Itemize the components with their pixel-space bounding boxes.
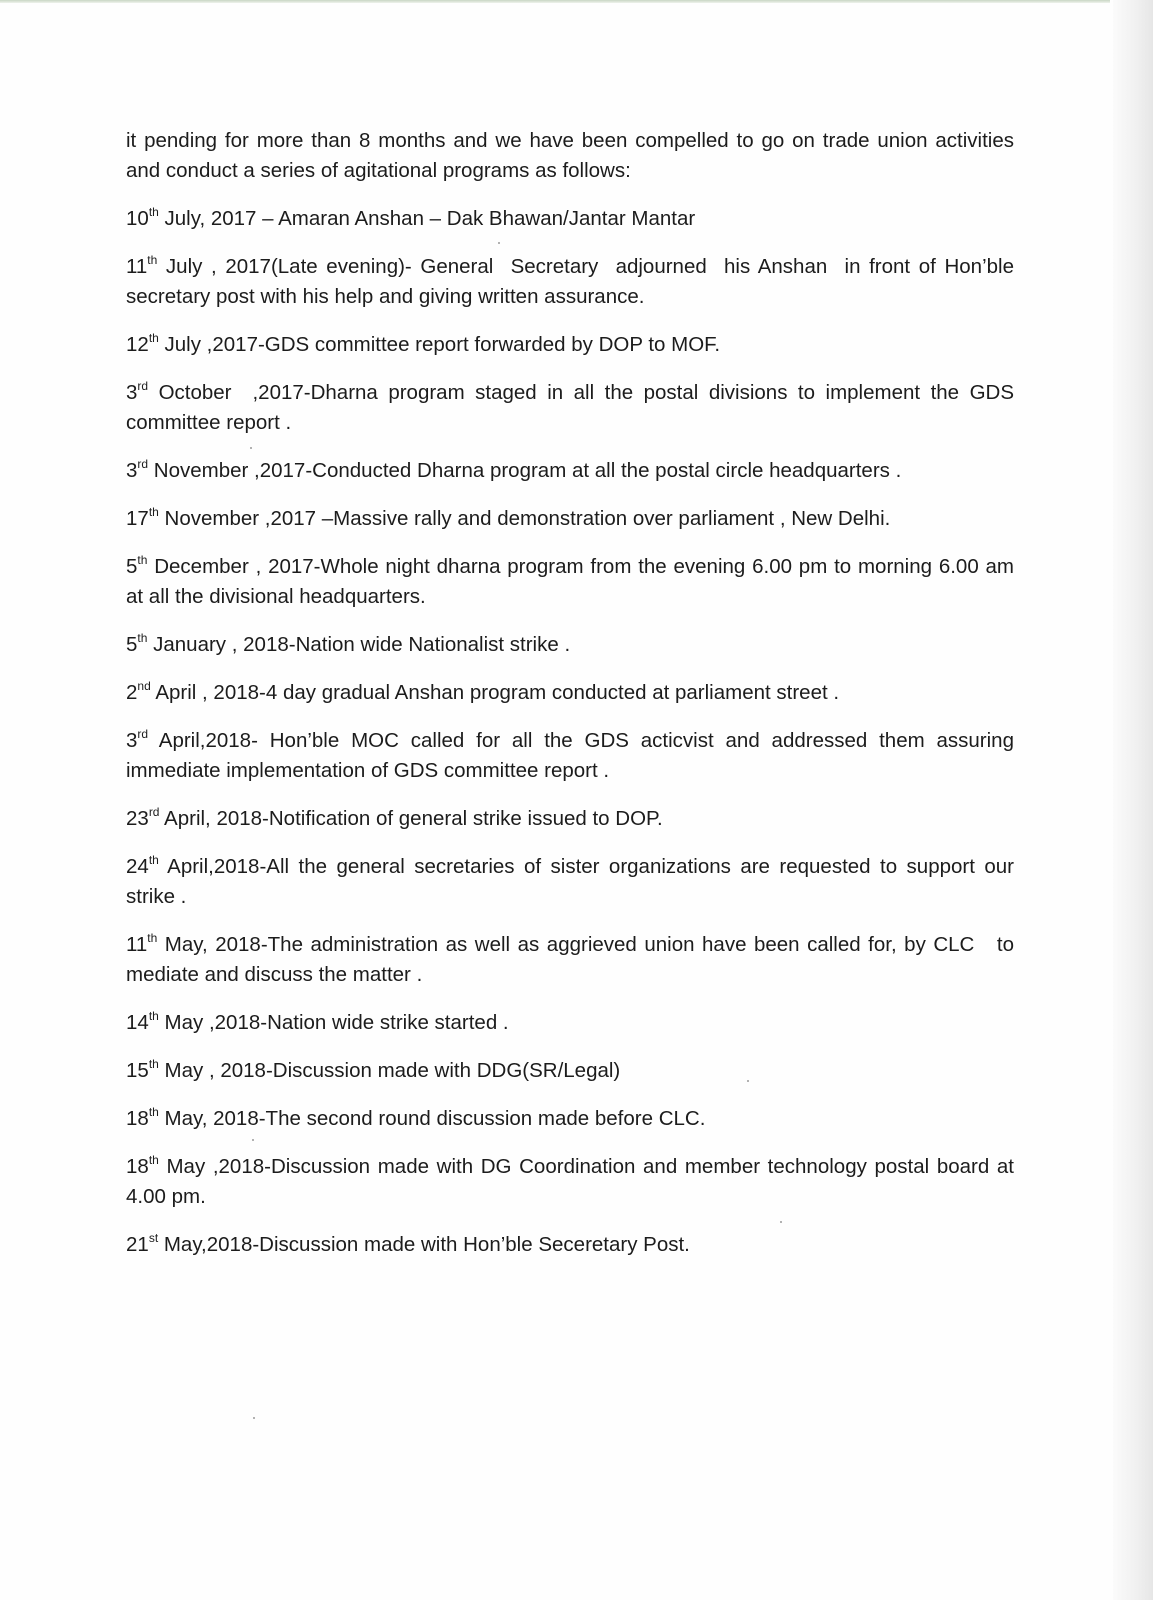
- event-list: [126, 204, 1020, 1260]
- event-text: May ,2018-Nation wide strike started .: [158, 1011, 509, 1034]
- event-day: 21: [126, 1233, 149, 1256]
- event-entry: [126, 204, 1014, 234]
- scan-edge-right: [1113, 0, 1153, 1600]
- event-entry: [126, 678, 1014, 708]
- event-day-suffix: th: [148, 205, 159, 219]
- event-day: 3: [126, 381, 138, 404]
- event-day-suffix: rd: [137, 379, 149, 393]
- event-day: 17: [126, 507, 149, 530]
- event-day-suffix: th: [148, 853, 159, 867]
- scan-edge-top: [0, 0, 1110, 3]
- event-day-suffix: nd: [137, 679, 151, 693]
- event-day-suffix: rd: [148, 805, 160, 819]
- event-day: 3: [126, 459, 138, 482]
- event-entry: [126, 378, 1020, 438]
- event-day-suffix: th: [147, 931, 158, 945]
- event-day: 18: [126, 1107, 149, 1130]
- event-day-suffix: rd: [137, 727, 149, 741]
- event-text: July , 2017(Late evening)- General Secretary adjourned his Anshan in front of Hon’ble secretary post with his help and giving written assurance.: [126, 255, 1020, 308]
- event-day-suffix: th: [148, 331, 159, 345]
- event-day: 24: [126, 855, 149, 878]
- event-text: November ,2017 –Massive rally and demonstration over parliament , New Delhi.: [158, 507, 891, 530]
- event-day-suffix: th: [148, 505, 159, 519]
- event-text: April,2018-All the general secretaries of sister organizations are requested to support our strike .: [126, 855, 1020, 908]
- event-entry: [126, 504, 1014, 534]
- event-entry: [126, 330, 1014, 360]
- event-day-suffix: th: [137, 553, 148, 567]
- event-text: May, 2018-The administration as well as aggrieved union have been called for, by CLC to mediate and discuss the matter .: [126, 933, 1020, 986]
- event-day: 10: [126, 207, 149, 230]
- event-entry: [126, 252, 1020, 312]
- event-text: May , 2018-Discussion made with DDG(SR/Legal): [158, 1059, 621, 1082]
- event-day-suffix: th: [147, 253, 158, 267]
- event-entry: [126, 1230, 1014, 1260]
- event-text: May, 2018-The second round discussion made before CLC.: [158, 1107, 706, 1130]
- event-text: May,2018-Discussion made with Hon’ble Seceretary Post.: [158, 1233, 690, 1256]
- event-entry: [126, 1152, 1020, 1212]
- event-entry: [126, 930, 1020, 990]
- event-day: 5: [126, 633, 138, 656]
- event-text: April,2018- Hon’ble MOC called for all the GDS acticvist and addressed them assuring immediate implementation of GDS committee report .: [126, 729, 1020, 782]
- event-day: 18: [126, 1155, 149, 1178]
- event-day: 2: [126, 681, 138, 704]
- event-text: October ,2017-Dharna program staged in all the postal divisions to implement the GDS committee report .: [126, 381, 1020, 434]
- event-day: 11: [126, 255, 148, 278]
- intro-paragraph: it pending for more than 8 months and we have been compelled to go on trade union activities and conduct a series of agitational programs as follows:: [126, 129, 1014, 182]
- event-text: November ,2017-Conducted Dharna program at all the postal circle headquarters .: [148, 459, 902, 482]
- event-day-suffix: th: [137, 631, 148, 645]
- event-day-suffix: th: [148, 1105, 159, 1119]
- event-text: April, 2018-Notification of general strike issued to DOP.: [159, 807, 663, 830]
- event-entry: [126, 630, 1014, 660]
- event-day: 11: [126, 933, 148, 956]
- event-entry: [126, 804, 1014, 834]
- event-day: 15: [126, 1059, 149, 1082]
- event-day-suffix: rd: [137, 457, 149, 471]
- event-day: 23: [126, 807, 149, 830]
- event-day: 14: [126, 1011, 149, 1034]
- event-text: May ,2018-Discussion made with DG Coordination and member technology postal board at 4.00 pm.: [126, 1155, 1020, 1208]
- event-text: April , 2018-4 day gradual Anshan program conducted at parliament street .: [150, 681, 840, 704]
- event-day: 12: [126, 333, 149, 356]
- event-day-suffix: th: [148, 1057, 159, 1071]
- event-text: December , 2017-Whole night dharna program from the evening 6.00 pm to morning 6.00 am at all the divisional headquarters.: [126, 555, 1020, 608]
- event-text: July, 2017 – Amaran Anshan – Dak Bhawan/Jantar Mantar: [158, 207, 696, 230]
- event-entry: [126, 1104, 1014, 1134]
- event-entry: [126, 852, 1020, 912]
- event-day-suffix: st: [148, 1231, 159, 1245]
- event-day-suffix: th: [148, 1153, 159, 1167]
- document-body: [126, 126, 1020, 1278]
- event-day: 3: [126, 729, 138, 752]
- event-day-suffix: th: [148, 1009, 159, 1023]
- event-day: 5: [126, 555, 138, 578]
- event-text: January , 2018-Nation wide Nationalist strike .: [147, 633, 571, 656]
- event-entry: [126, 1056, 1014, 1086]
- event-entry: [126, 726, 1020, 786]
- event-entry: [126, 1008, 1014, 1038]
- event-entry: [126, 552, 1020, 612]
- scan-speck: [253, 1417, 255, 1419]
- event-entry: [126, 456, 1014, 486]
- event-text: July ,2017-GDS committee report forwarded by DOP to MOF.: [158, 333, 721, 356]
